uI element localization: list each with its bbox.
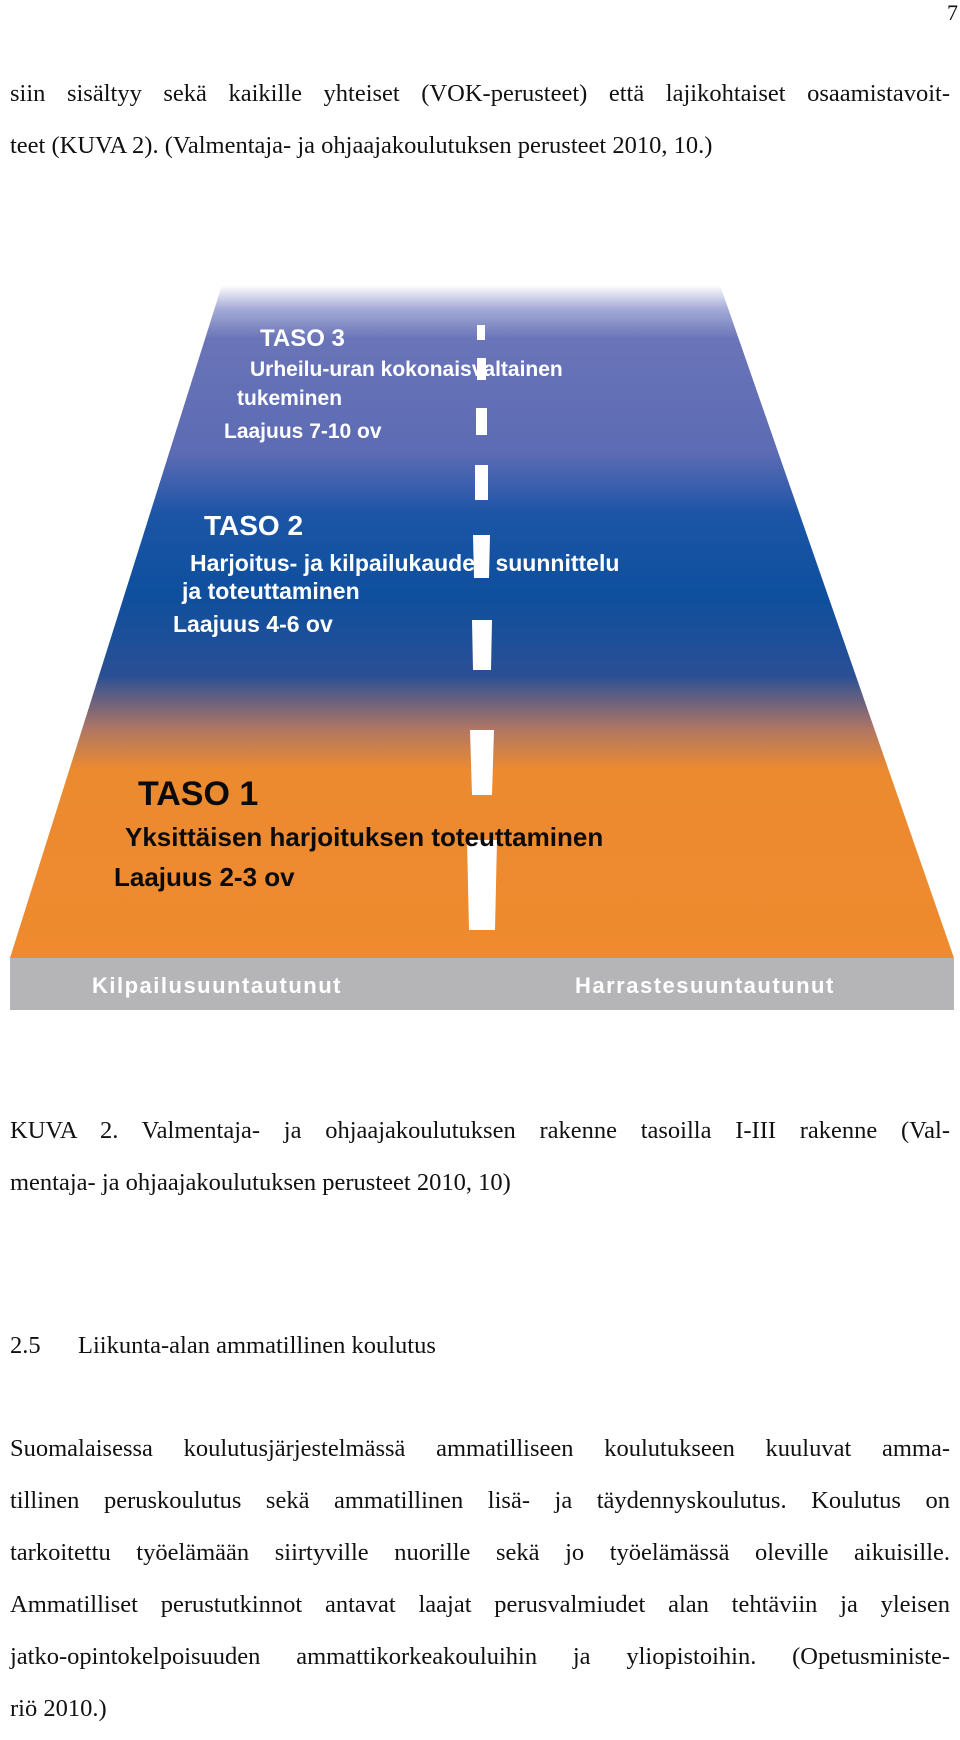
figure-caption (10, 1105, 950, 1209)
taso2-scope: Laajuus 4-6 ov (173, 611, 333, 637)
taso3-line1: Urheilu-uran kokonaisvaltainen (250, 358, 563, 381)
taso1-line1: Yksittäisen harjoituksen toteuttaminen (125, 822, 604, 852)
section-heading (10, 1332, 436, 1360)
taso3-line2: tukeminen (237, 387, 343, 410)
text-line: siin sisältyy sekä kaikille yhteiset (VOK-perusteet) että lajikohtaiset osaamistavoit- (10, 80, 950, 107)
text-line: jatko-opintokelpoisuuden ammattikorkeakouluihin ja yliopistoihin. (Opetusministe- (10, 1643, 950, 1670)
text-line: tarkoitettu työelämään siirtyville nuorille sekä jo työelämässä oleville aikuisille. (10, 1539, 950, 1566)
text-line: Ammatilliset perustutkinnot antavat laajat perusvalmiudet alan tehtäviin ja yleisen (10, 1591, 950, 1618)
base-label-right: Harrastesuuntautunut (575, 973, 835, 998)
base-label-left: Kilpailusuuntautunut (92, 973, 342, 998)
center-dash (476, 408, 487, 435)
caption-line: KUVA 2. Valmentaja- ja ohjaajakoulutuksen rakenne tasoilla I-III rakenne (Val- (10, 1117, 950, 1144)
taso1-title: TASO 1 (138, 775, 259, 813)
caption-line: mentaja- ja ohjaajakoulutuksen perusteet 2010, 10) (10, 1169, 511, 1196)
intro-paragraph (10, 68, 950, 172)
text-line: Suomalaisessa koulutusjärjestelmässä ammatilliseen koulutukseen kuuluvat amma- (10, 1435, 950, 1462)
road-illustration (10, 285, 954, 1010)
taso3-scope: Laajuus 7-10 ov (224, 420, 382, 443)
center-dash (475, 465, 488, 500)
taso3-title: TASO 3 (260, 325, 345, 352)
center-dash (477, 325, 485, 340)
center-dash (467, 840, 497, 930)
training-levels-figure (10, 285, 954, 1010)
text-line: teet (KUVA 2). (Valmentaja- ja ohjaajakoulutuksen perusteet 2010, 10.) (10, 132, 713, 159)
section-number: 2.5 (10, 1332, 41, 1359)
page-number: 7 (947, 0, 958, 25)
taso1-scope: Laajuus 2-3 ov (114, 862, 295, 892)
section-title: Liikunta-alan ammatillinen koulutus (78, 1332, 436, 1359)
center-dash (470, 730, 494, 795)
center-dash (472, 620, 492, 670)
taso2-line1: Harjoitus- ja kilpailukauden suunnittelu (190, 550, 620, 576)
text-line: riö 2010.) (10, 1695, 107, 1722)
body-paragraph (10, 1423, 950, 1735)
taso2-line2: ja toteuttaminen (182, 578, 360, 604)
taso2-title: TASO 2 (204, 510, 304, 541)
text-line: tillinen peruskoulutus sekä ammatillinen lisä- ja täydennyskoulutus. Koulutus on (10, 1487, 950, 1514)
